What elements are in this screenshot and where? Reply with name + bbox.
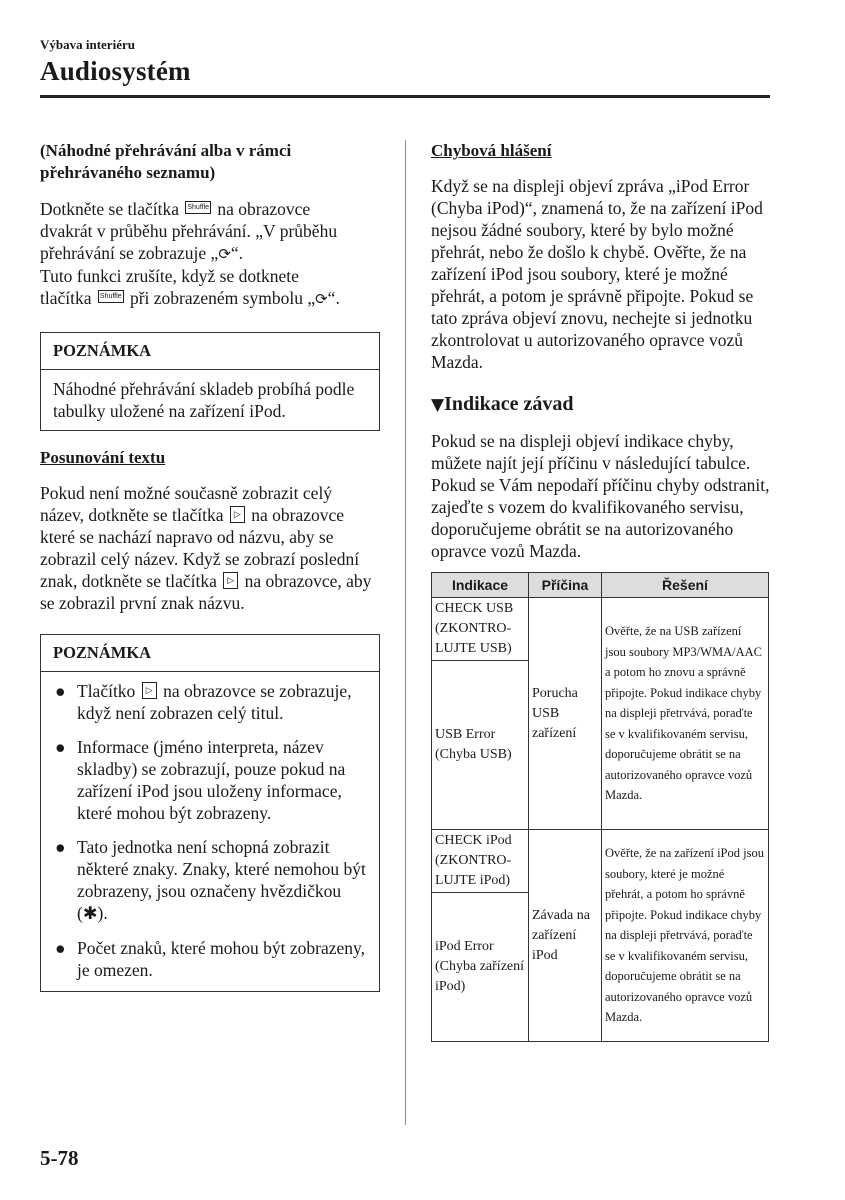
text: Dotkněte se tlačítka <box>40 199 179 219</box>
fault-indication-heading <box>431 393 776 416</box>
heading-line-2: přehrávaného seznamu) <box>40 163 216 182</box>
right-column <box>431 140 776 1042</box>
text: Pokud není možné současně zobrazit celý název, dotkněte se tlačítka <box>40 483 333 525</box>
bullet-icon: ● <box>55 681 66 701</box>
list-item <box>53 836 369 925</box>
text: při zobrazeném symbolu „ <box>129 288 316 308</box>
title-rule <box>40 95 770 98</box>
solution-cell: Ověřte, že na USB zařízení jsou soubory MP3/WMA/AAC a potom ho znovu a správně připojte. Pokud indikace chyby na displeji přetrvává, poraďte se v kvalifikovaném servisu, doporučujeme obrátit se na autorizovaného opravce vozů Mazda. <box>602 598 769 830</box>
play-icon: ▷ <box>223 572 238 589</box>
list-item <box>53 736 369 824</box>
scroll-text-heading: Posunování textu <box>40 448 166 467</box>
list-item <box>53 937 369 981</box>
bullet-icon: ● <box>55 837 66 857</box>
column-header-cause: Příčina <box>529 573 602 598</box>
asterisk-icon: ✱ <box>82 904 98 924</box>
text: dvakrát v průběhu přehrávání. „V průběhu <box>40 221 338 241</box>
text: Tuto funkci zrušíte, když se dotknete <box>40 266 299 286</box>
text: “. <box>230 243 244 263</box>
shuffle-icon: Shuffle <box>185 201 211 214</box>
scroll-text-paragraph <box>40 482 380 614</box>
column-header-solution: Řešení <box>602 573 769 598</box>
fault-heading-text: Indikace závad <box>444 393 574 415</box>
indication-cell: USB Error (Chyba USB) <box>432 661 529 830</box>
error-messages-heading: Chybová hlášení <box>431 141 552 160</box>
table-row <box>432 598 769 661</box>
note-heading: POZNÁMKA <box>41 333 379 370</box>
text: “. <box>327 288 340 308</box>
indication-cell: CHECK USB (ZKONTRO-LUJTE USB) <box>432 598 529 661</box>
text: přehrávání se zobrazuje „ <box>40 243 219 263</box>
shuffle-instructions <box>40 198 380 310</box>
table-row <box>432 830 769 893</box>
bullet-icon: ● <box>55 737 66 757</box>
play-icon: ▷ <box>142 682 157 699</box>
note-box-shuffle <box>40 332 380 431</box>
cause-cell: Porucha USB zařízení <box>529 598 602 830</box>
bullet-icon: ● <box>55 938 66 958</box>
triangle-down-icon: ▼ <box>431 395 445 415</box>
heading-line-1: (Náhodné přehrávání alba v rámci <box>40 141 292 160</box>
album-shuffle-heading <box>40 140 380 184</box>
section-label: Výbava interiéru <box>40 37 135 52</box>
note-heading: POZNÁMKA <box>41 635 379 672</box>
text: na obrazovce <box>217 199 311 219</box>
text: ). <box>97 903 108 923</box>
repeat-icon: ⟳ <box>218 245 231 263</box>
column-divider <box>405 140 406 1125</box>
text: na obrazovce, aby se zobrazil první znak názvu. <box>40 571 372 613</box>
solution-cell: Ověřte, že na zařízení iPod jsou soubory, které je možné přehrát, a potom ho správně připojte. Pokud indikace chyby na displeji přetrvává, poraďte se v kvalifikovaném servisu, doporučujeme obrátit se na autorizovaného opravce vozů Mazda. <box>602 830 769 1042</box>
note-box-display <box>40 634 380 992</box>
fault-table <box>431 572 769 1042</box>
note-bullet-list <box>41 672 379 991</box>
column-header-indication: Indikace <box>432 573 529 598</box>
error-messages-paragraph: Když se na displeji objeví zpráva „iPod Error (Chyba iPod)“, znamená to, že na zařízení iPod nejsou žádné soubory, které by bylo možné přehrát, nebo že došlo k chybě. Ověřte, že na zařízení iPod jsou soubory, které je možné přehrát, a potom je správně připojte. Pokud se tato zpráva objeví znovu, nechejte si jednotku zkontrolovat u autorizovaného opravce vozů Mazda. <box>431 176 763 372</box>
text: Počet znaků, které mohou být zobrazeny, je omezen. <box>77 938 365 980</box>
text: tlačítka <box>40 288 92 308</box>
shuffle-icon: Shuffle <box>98 290 124 303</box>
table-header-row <box>432 573 769 598</box>
cause-cell: Závada na zařízení iPod <box>529 830 602 1042</box>
fault-indication-paragraph: Pokud se na displeji objeví indikace chyby, můžete najít její příčinu v následující tabulce. Pokud se Vám nepodaří příčinu chyby odstranit, zajeďte s vozem do kvalifikovaného servisu, doporučujeme obrátit se na autorizovaného opravce vozů Mazda. <box>431 431 770 561</box>
list-item <box>53 680 369 724</box>
play-icon: ▷ <box>230 506 245 523</box>
page-title: Audiosystém <box>40 56 191 86</box>
indication-cell: iPod Error (Chyba zařízení iPod) <box>432 893 529 1042</box>
repeat-icon: ⟳ <box>315 290 328 308</box>
note-body: Náhodné přehrávání skladeb probíhá podle tabulky uložené na zařízení iPod. <box>53 379 355 421</box>
text: Tlačítko <box>77 681 136 701</box>
text: na obrazovce se zobrazuje, když není zobrazen celý titul. <box>77 681 352 723</box>
page-number: 5-78 <box>40 1146 79 1170</box>
indication-cell: CHECK iPod (ZKONTRO-LUJTE iPod) <box>432 830 529 893</box>
text: Tato jednotka není schopná zobrazit některé znaky. Znaky, které nemohou být zobrazeny, jsou označeny hvězdičkou ( <box>77 837 366 923</box>
text: na obrazovce které se nachází napravo od názvu, aby se zobrazil celý název. Když se zobrazí poslední znak, dotkněte se tlačítka <box>40 505 360 591</box>
left-column <box>40 140 380 992</box>
text: Informace (jméno interpreta, název skladby) se zobrazují, pouze pokud na zařízení iPod jsou uloženy informace, které mohou být zobrazeny. <box>77 737 346 823</box>
